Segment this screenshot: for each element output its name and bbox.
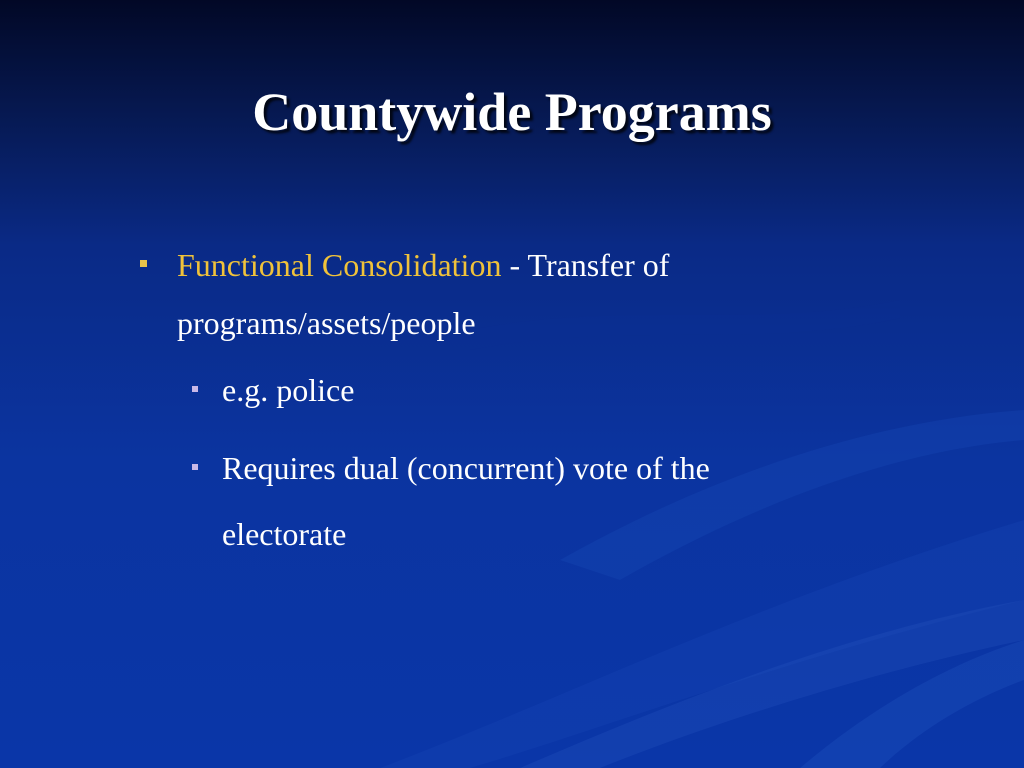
bullet-item-functional-consolidation (140, 236, 820, 352)
sub-bullet-text: Requires dual (concurrent) vote of the electorate (222, 450, 710, 552)
bullet-rest-text: - Transfer of programs/assets/people (177, 247, 670, 341)
slide-title: Countywide Programs (252, 82, 772, 142)
square-bullet-icon (140, 260, 147, 267)
sub-bullet-text: e.g. police (222, 372, 355, 408)
bullet-highlight-text: Functional Consolidation (177, 247, 502, 283)
square-bullet-icon (192, 386, 198, 392)
bullet-text (177, 236, 820, 352)
sub-bullet-item (192, 435, 832, 567)
square-bullet-icon (192, 464, 198, 470)
sub-bullet-item (192, 357, 832, 423)
